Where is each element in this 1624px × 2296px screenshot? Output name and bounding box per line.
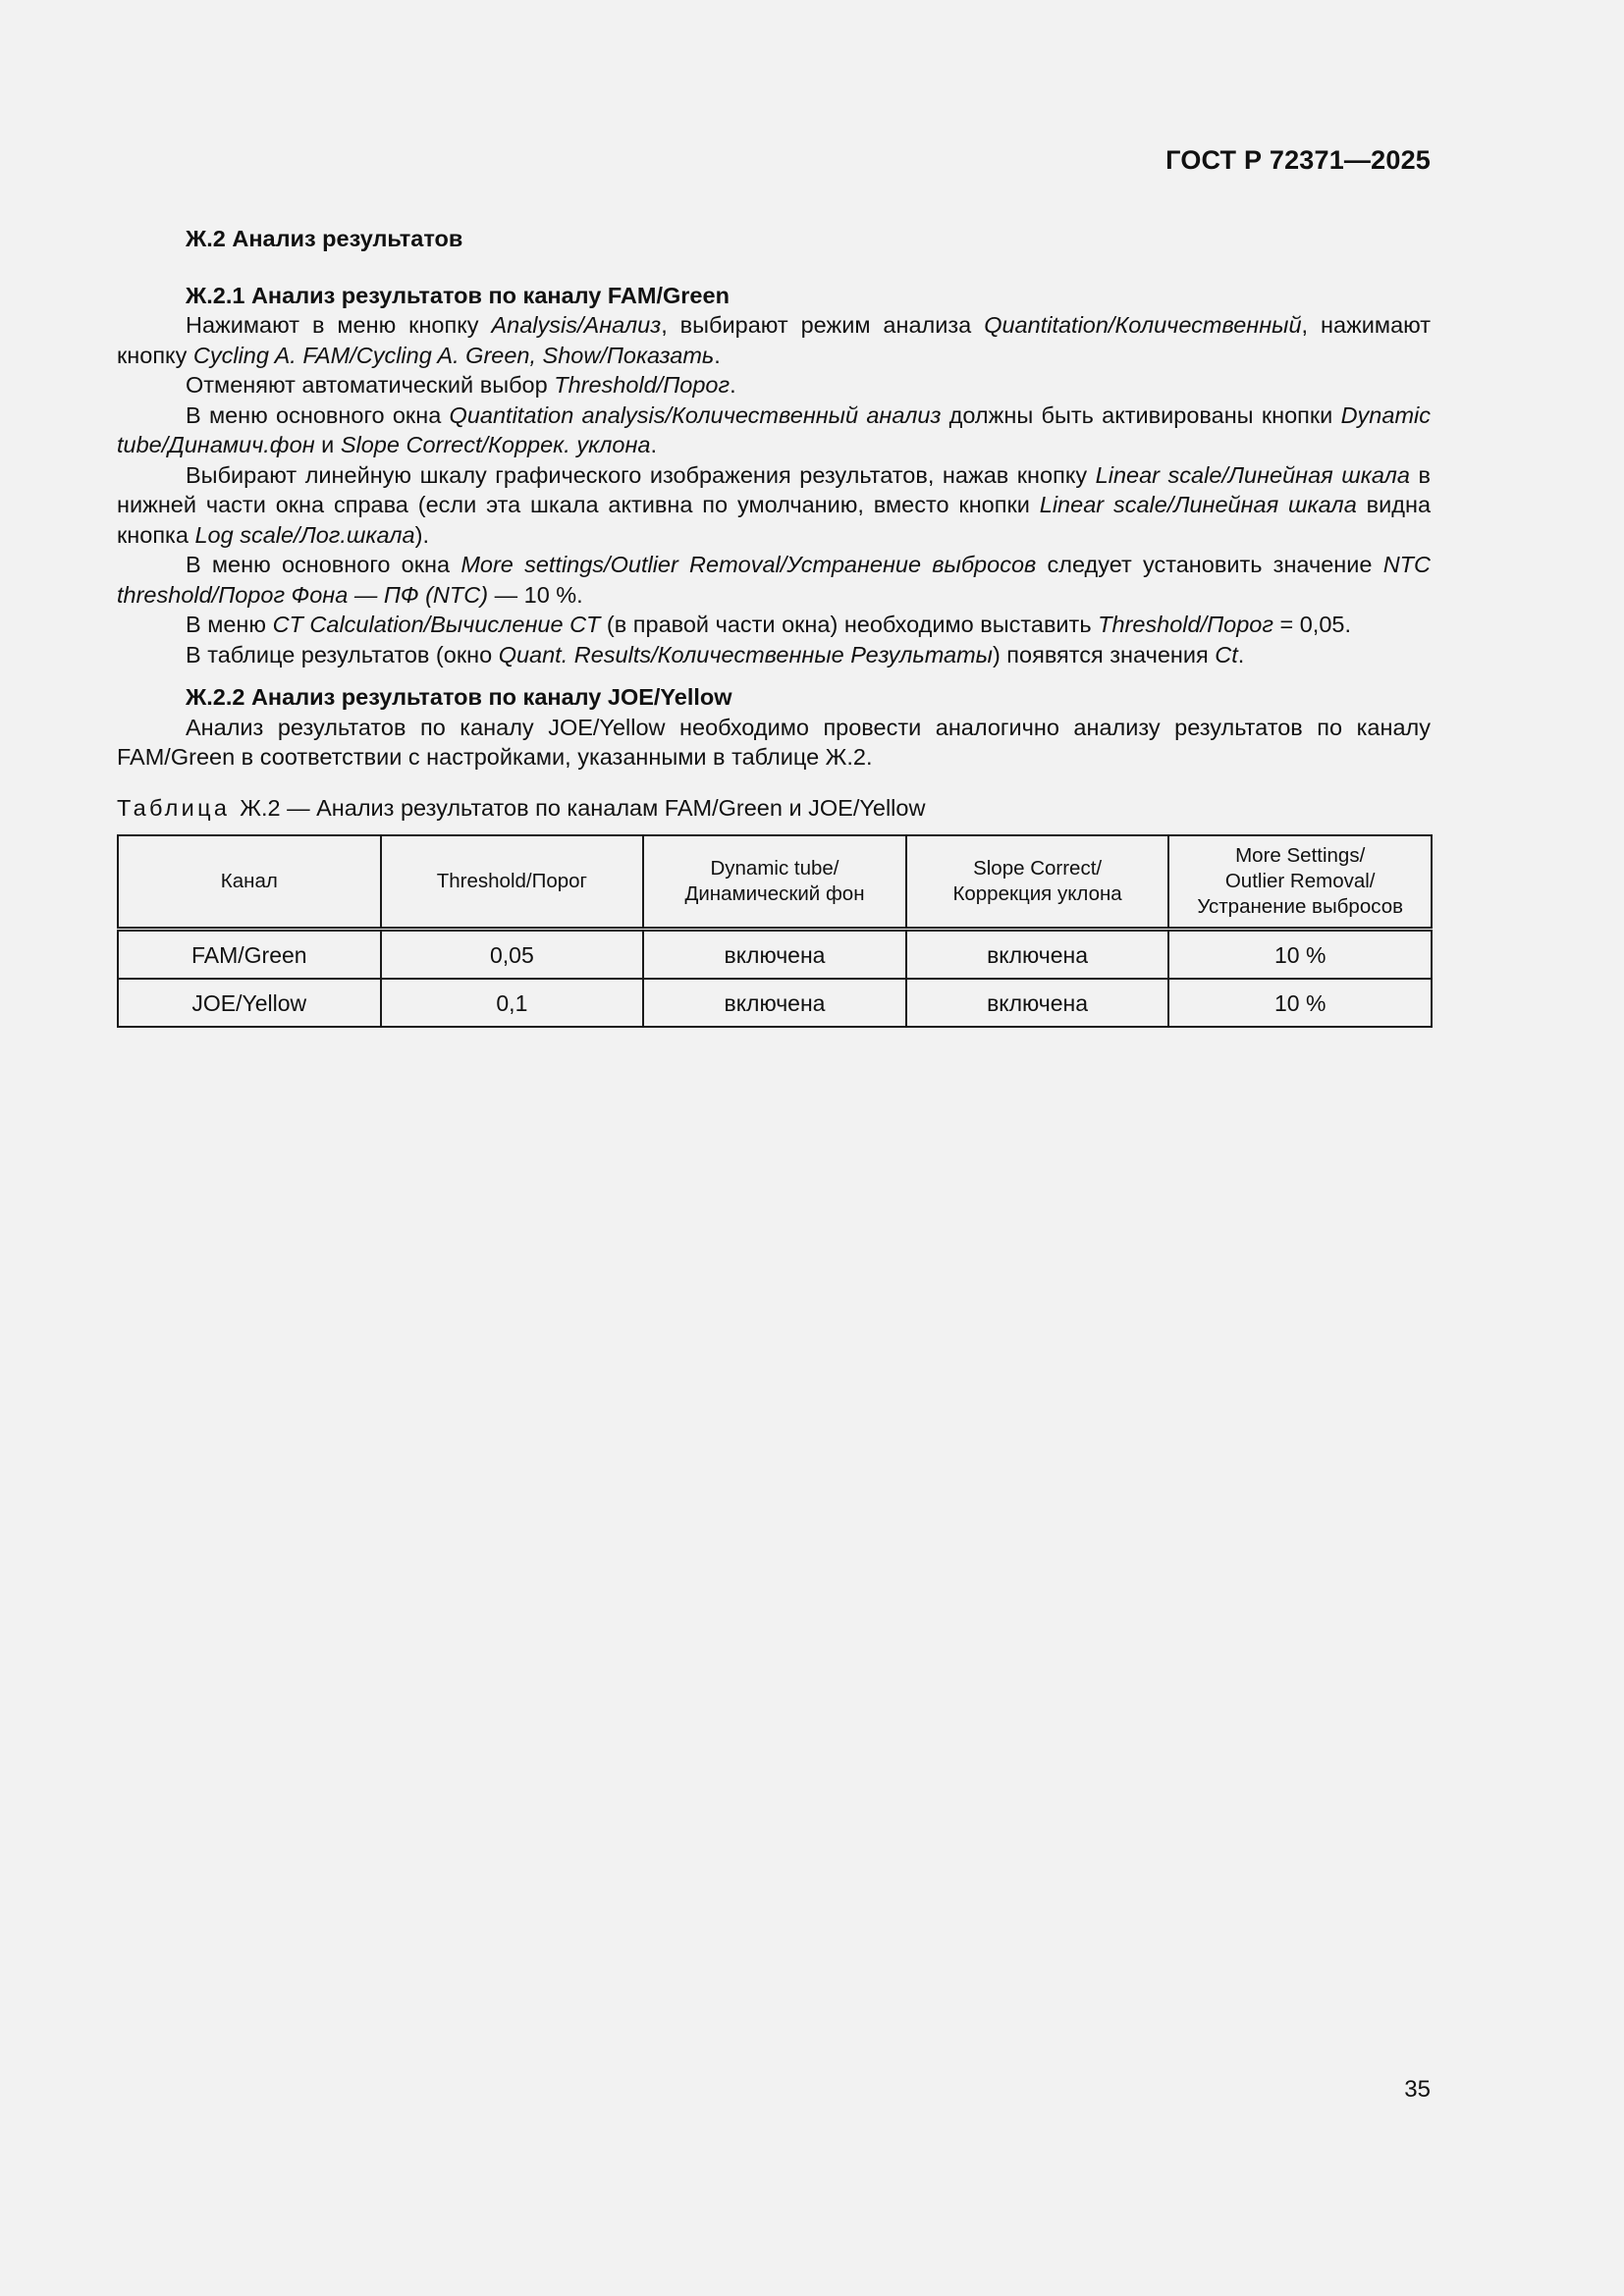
paragraph-results-table: В таблице результатов (окно Quant. Results/Количественные Результаты) появятся значения Ct. [186, 641, 1245, 667]
header-threshold: Threshold/Порог [381, 835, 644, 930]
table-row [118, 979, 1432, 1027]
cell-dynamic-tube: включена [643, 979, 906, 1027]
header-channel: Канал [118, 835, 381, 930]
cell-slope-correct: включена [906, 979, 1169, 1027]
table-caption: Таблица Ж.2 — Анализ результатов по каналам FAM/Green и JOE/Yellow [117, 794, 926, 821]
page-content [117, 224, 1431, 1028]
cell-outlier-removal: 10 % [1168, 930, 1432, 980]
paragraph-main-window-buttons: В меню основного окна Quantitation analysis/Количественный анализ должны быть активированы кнопки Dynamic tube/Динамич.фон и Slope Correct/Коррек. уклона. [117, 401, 1431, 457]
document-designation: ГОСТ Р 72371—2025 [1165, 145, 1431, 175]
table-header-row [118, 835, 1432, 930]
paragraph-joe-analysis: Анализ результатов по каналу JOE/Yellow необходимо провести аналогично анализу результатов по каналу FAM/Green в соответствии с настройками, указанными в таблице Ж.2. [117, 714, 1431, 770]
table-row [118, 930, 1432, 980]
cell-channel: JOE/Yellow [118, 979, 381, 1027]
cell-outlier-removal: 10 % [1168, 979, 1432, 1027]
header-slope-correct: Slope Correct/ Коррекция уклона [906, 835, 1169, 930]
cell-threshold: 0,05 [381, 930, 644, 980]
paragraph-outlier-removal: В меню основного окна More settings/Outlier Removal/Устранение выбросов следует установить значение NTC threshold/Порог Фона — ПФ (NTC) — 10 %. [117, 552, 1431, 608]
subsection-heading-fam: Ж.2.1 Анализ результатов по каналу FAM/Green [186, 282, 730, 308]
cell-slope-correct: включена [906, 930, 1169, 980]
cell-dynamic-tube: включена [643, 930, 906, 980]
header-dynamic-tube: Dynamic tube/ Динамический фон [643, 835, 906, 930]
analysis-settings-table [117, 834, 1433, 1028]
subsection-heading-joe: Ж.2.2 Анализ результатов по каналу JOE/Yellow [186, 684, 732, 710]
paragraph-linear-scale: Выбирают линейную шкалу графического изображения результатов, нажав кнопку Linear scale/Линейная шкала в нижней части окна справа (если эта шкала активна по умолчанию, вместо кнопки Linear scale/Линейная шкала видна кнопка Log scale/Лог.шкала). [117, 461, 1432, 548]
paragraph-ct-calculation: В меню CT Calculation/Вычисление CT (в правой части окна) необходимо выставить Threshold/Порог = 0,05. [186, 612, 1352, 637]
paragraph-analysis-menu: Нажимают в меню кнопку Analysis/Анализ, выбирают режим анализа Quantitation/Количественный, нажимают кнопку Cycling A. FAM/Cycling A. Green, Show/Показать. [117, 312, 1432, 368]
paragraph-threshold-auto: Отменяют автоматический выбор Threshold/Порог. [186, 372, 736, 398]
page-number: 35 [1404, 2076, 1431, 2103]
section-heading: Ж.2 Анализ результатов [186, 226, 463, 251]
cell-channel: FAM/Green [118, 930, 381, 980]
header-outlier-removal: More Settings/ Outlier Removal/ Устранение выбросов [1168, 835, 1432, 930]
cell-threshold: 0,1 [381, 979, 644, 1027]
